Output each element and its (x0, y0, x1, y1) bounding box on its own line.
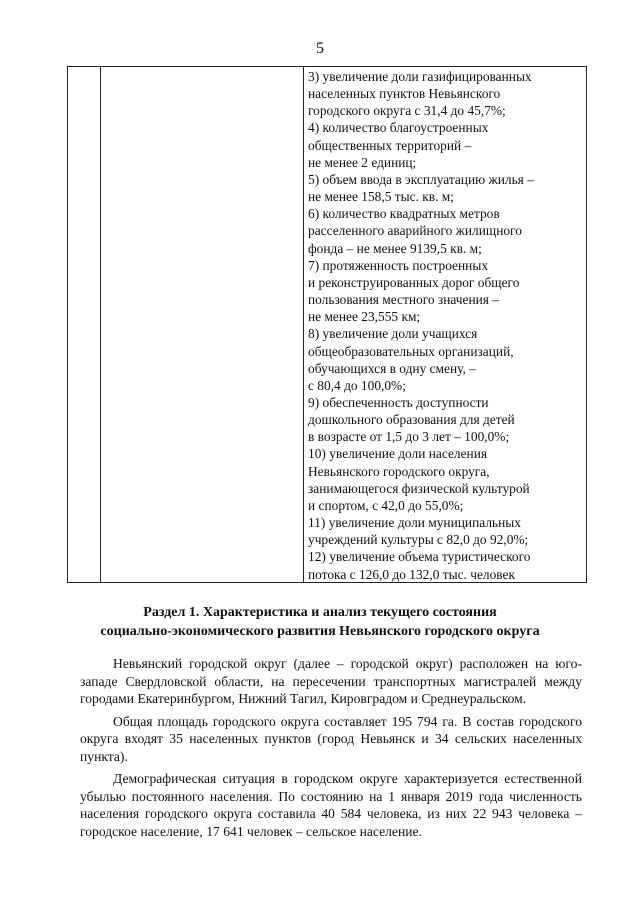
table-line: 12) увеличение объема туристического (308, 549, 531, 565)
table-line: 9) обеспеченность доступности (308, 394, 489, 410)
continuation-table (67, 66, 587, 583)
table-line: не менее 2 единиц; (308, 154, 417, 170)
section-heading-line-2: социально-экономического развития Невьянского городского округа (100, 624, 540, 639)
table-line: 11) увеличение доли муниципальных (308, 515, 521, 531)
table-column-divider-1 (100, 67, 101, 582)
table-line: и реконструированных дорог общего (308, 274, 520, 290)
table-line: общественных территорий – (308, 137, 472, 153)
table-line: 4) количество благоустроенных (308, 120, 489, 136)
paragraph-demography: Демографическая ситуация в городском округе характеризуется естественной убылью постоянного населения. По состоянию на 1 января 2019 года численность населения городского округа составила 40 584 человека, из них 22 943 человека – городское население, 17 641 человек – сельское население. (80, 771, 582, 839)
table-line: и спортом, с 42,0 до 55,0%; (308, 497, 464, 513)
table-line: общеобразовательных организаций, (308, 343, 514, 359)
section-heading-line-1: Раздел 1. Характеристика и анализ текущего состояния (143, 605, 497, 620)
table-line: 10) увеличение доли населения (308, 446, 488, 462)
table-line: не менее 23,555 км; (308, 309, 421, 325)
paragraph-area: Общая площадь городского округа составляет 195 794 га. В состав городского округа входят 35 населенных пунктов (город Невьянск и 34 сельских населенных пункта). (80, 713, 582, 764)
table-line: 3) увеличение доли газифицированных (308, 69, 532, 84)
table-line: учреждений культуры с 82,0 до 92,0%; (308, 532, 529, 548)
table-line: 8) увеличение доли учащихся (308, 326, 478, 342)
body-text (80, 655, 582, 840)
table-line: 7) протяженность построенных (308, 257, 489, 273)
table-line: обучающихся в одну смену, – (308, 360, 476, 376)
table-column-divider-2 (303, 67, 304, 582)
paragraph-location: Невьянский городской округ (далее – городской округ) расположен на юго-западе Свердловской области, на пересечении транспортных магистралей между городами Екатеринбургом, Нижний Тагил, Кировградом и Среднеуральском. (80, 656, 582, 706)
table-line: Невьянского городского округа, (308, 463, 490, 479)
section-heading (0, 603, 640, 641)
table-line: пользования местного значения – (308, 292, 499, 308)
table-line: в возрасте от 1,5 до 3 лет – 100,0%; (308, 429, 510, 445)
table-cell-targets (308, 68, 586, 583)
table-line: дошкольного образования для детей (308, 412, 515, 428)
table-line: потока с 126,0 до 132,0 тыс. человек (308, 566, 515, 582)
table-line: городского округа с 31,4 до 45,7%; (308, 103, 506, 119)
table-line: 6) количество квадратных метров (308, 206, 500, 222)
table-line: с 80,4 до 100,0%; (308, 377, 406, 393)
page-number: 5 (316, 40, 324, 57)
table-line: населенных пунктов Невьянского (308, 86, 501, 102)
table-line: занимающегося физической культурой (308, 480, 530, 496)
table-line: 5) объем ввода в эксплуатацию жилья – (308, 171, 534, 187)
table-line: расселенного аварийного жилищного (308, 223, 522, 239)
table-line: фонда – не менее 9139,5 кв. м; (308, 240, 482, 256)
table-line: не менее 158,5 тыс. кв. м; (308, 189, 454, 205)
